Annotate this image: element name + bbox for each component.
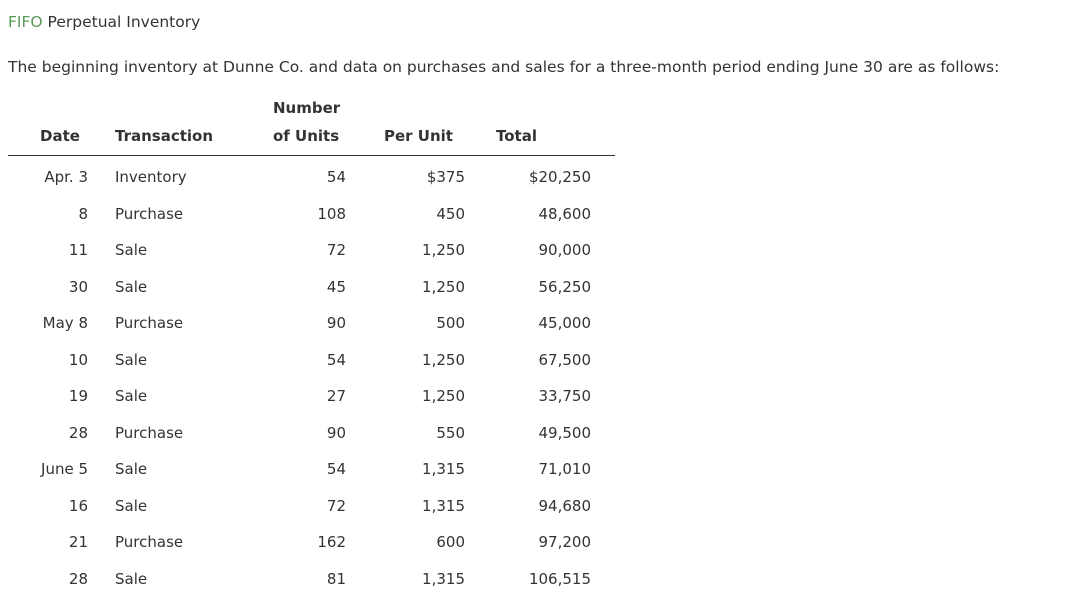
cell-date: June 5 <box>41 460 88 478</box>
table-row <box>8 159 615 196</box>
table-row <box>8 488 615 525</box>
header-date: Date <box>40 127 80 145</box>
cell-per-unit: 550 <box>436 423 465 442</box>
cell-total: 71,010 <box>538 460 591 478</box>
cell-total: 106,515 <box>528 569 591 588</box>
cell-date: 28 <box>68 569 88 588</box>
cell-transaction: Sale <box>115 241 148 259</box>
table-row <box>8 561 615 598</box>
table-header <box>8 96 615 156</box>
cell-per-unit: 1,250 <box>422 350 465 369</box>
cell-transaction: Purchase <box>115 204 184 223</box>
cell-total: 48,600 <box>538 204 591 223</box>
cell-per-unit: 1,315 <box>422 569 465 588</box>
cell-per-unit: 1,250 <box>422 387 465 405</box>
cell-units: 90 <box>326 314 346 332</box>
cell-transaction: Sale <box>115 277 148 296</box>
cell-units: 45 <box>326 277 346 296</box>
table-row <box>8 232 615 269</box>
header-units-line1: Number <box>273 99 341 117</box>
cell-total: 94,680 <box>538 496 591 515</box>
cell-per-unit: 1,315 <box>422 496 465 515</box>
cell-units: 54 <box>326 350 346 369</box>
table-row <box>8 269 615 306</box>
title-accent: FIFO <box>8 13 43 31</box>
cell-date: 30 <box>68 277 88 296</box>
table-row <box>8 196 615 233</box>
intro-text: The beginning inventory at Dunne Co. and data on purchases and sales for a three-month period ending June 30 are as follows: <box>8 58 1000 76</box>
header-total: Total <box>496 127 537 145</box>
cell-per-unit: $375 <box>426 168 465 186</box>
cell-units: 90 <box>326 423 346 442</box>
table-row <box>8 342 615 379</box>
cell-units: 72 <box>326 496 346 515</box>
cell-transaction: Purchase <box>115 423 184 442</box>
cell-per-unit: 1,315 <box>422 460 465 478</box>
cell-units: 54 <box>326 460 346 478</box>
cell-transaction: Sale <box>115 496 148 515</box>
cell-total: 67,500 <box>538 350 591 369</box>
cell-date: 19 <box>68 387 88 405</box>
cell-date: Apr. 3 <box>44 168 88 186</box>
cell-total: 33,750 <box>538 387 591 405</box>
cell-total: $20,250 <box>528 168 591 186</box>
header-transaction: Transaction <box>115 127 214 145</box>
cell-date: May 8 <box>42 314 88 332</box>
cell-date: 11 <box>68 241 88 259</box>
cell-units: 27 <box>326 387 346 405</box>
cell-date: 10 <box>68 350 88 369</box>
cell-transaction: Inventory <box>115 168 187 186</box>
cell-units: 81 <box>326 569 346 588</box>
cell-per-unit: 1,250 <box>422 277 465 296</box>
cell-date: 28 <box>68 423 88 442</box>
cell-units: 108 <box>317 204 346 223</box>
cell-per-unit: 500 <box>436 314 465 332</box>
cell-date: 16 <box>68 496 88 515</box>
cell-per-unit: 600 <box>436 533 465 551</box>
cell-date: 8 <box>78 204 88 223</box>
cell-units: 72 <box>326 241 346 259</box>
cell-total: 97,200 <box>538 533 591 551</box>
cell-units: 54 <box>326 168 346 186</box>
cell-transaction: Purchase <box>115 533 184 551</box>
table-row <box>8 524 615 561</box>
cell-date: 21 <box>68 533 88 551</box>
cell-units: 162 <box>317 533 346 551</box>
cell-per-unit: 450 <box>436 204 465 223</box>
cell-per-unit: 1,250 <box>422 241 465 259</box>
table-row <box>8 415 615 452</box>
title-text: Perpetual Inventory <box>47 13 201 31</box>
table-row <box>8 305 615 342</box>
cell-transaction: Purchase <box>115 314 184 332</box>
inventory-table <box>8 96 615 597</box>
table-row <box>8 378 615 415</box>
cell-transaction: Sale <box>115 387 148 405</box>
cell-transaction: Sale <box>115 460 148 478</box>
page-title <box>8 13 200 31</box>
cell-total: 90,000 <box>538 241 591 259</box>
cell-total: 45,000 <box>538 314 591 332</box>
cell-transaction: Sale <box>115 350 148 369</box>
header-units-line2: of Units <box>273 127 340 145</box>
cell-total: 56,250 <box>538 277 591 296</box>
cell-transaction: Sale <box>115 569 148 588</box>
cell-total: 49,500 <box>538 423 591 442</box>
table-body <box>8 159 615 597</box>
table-row <box>8 451 615 488</box>
header-per-unit: Per Unit <box>384 127 453 145</box>
